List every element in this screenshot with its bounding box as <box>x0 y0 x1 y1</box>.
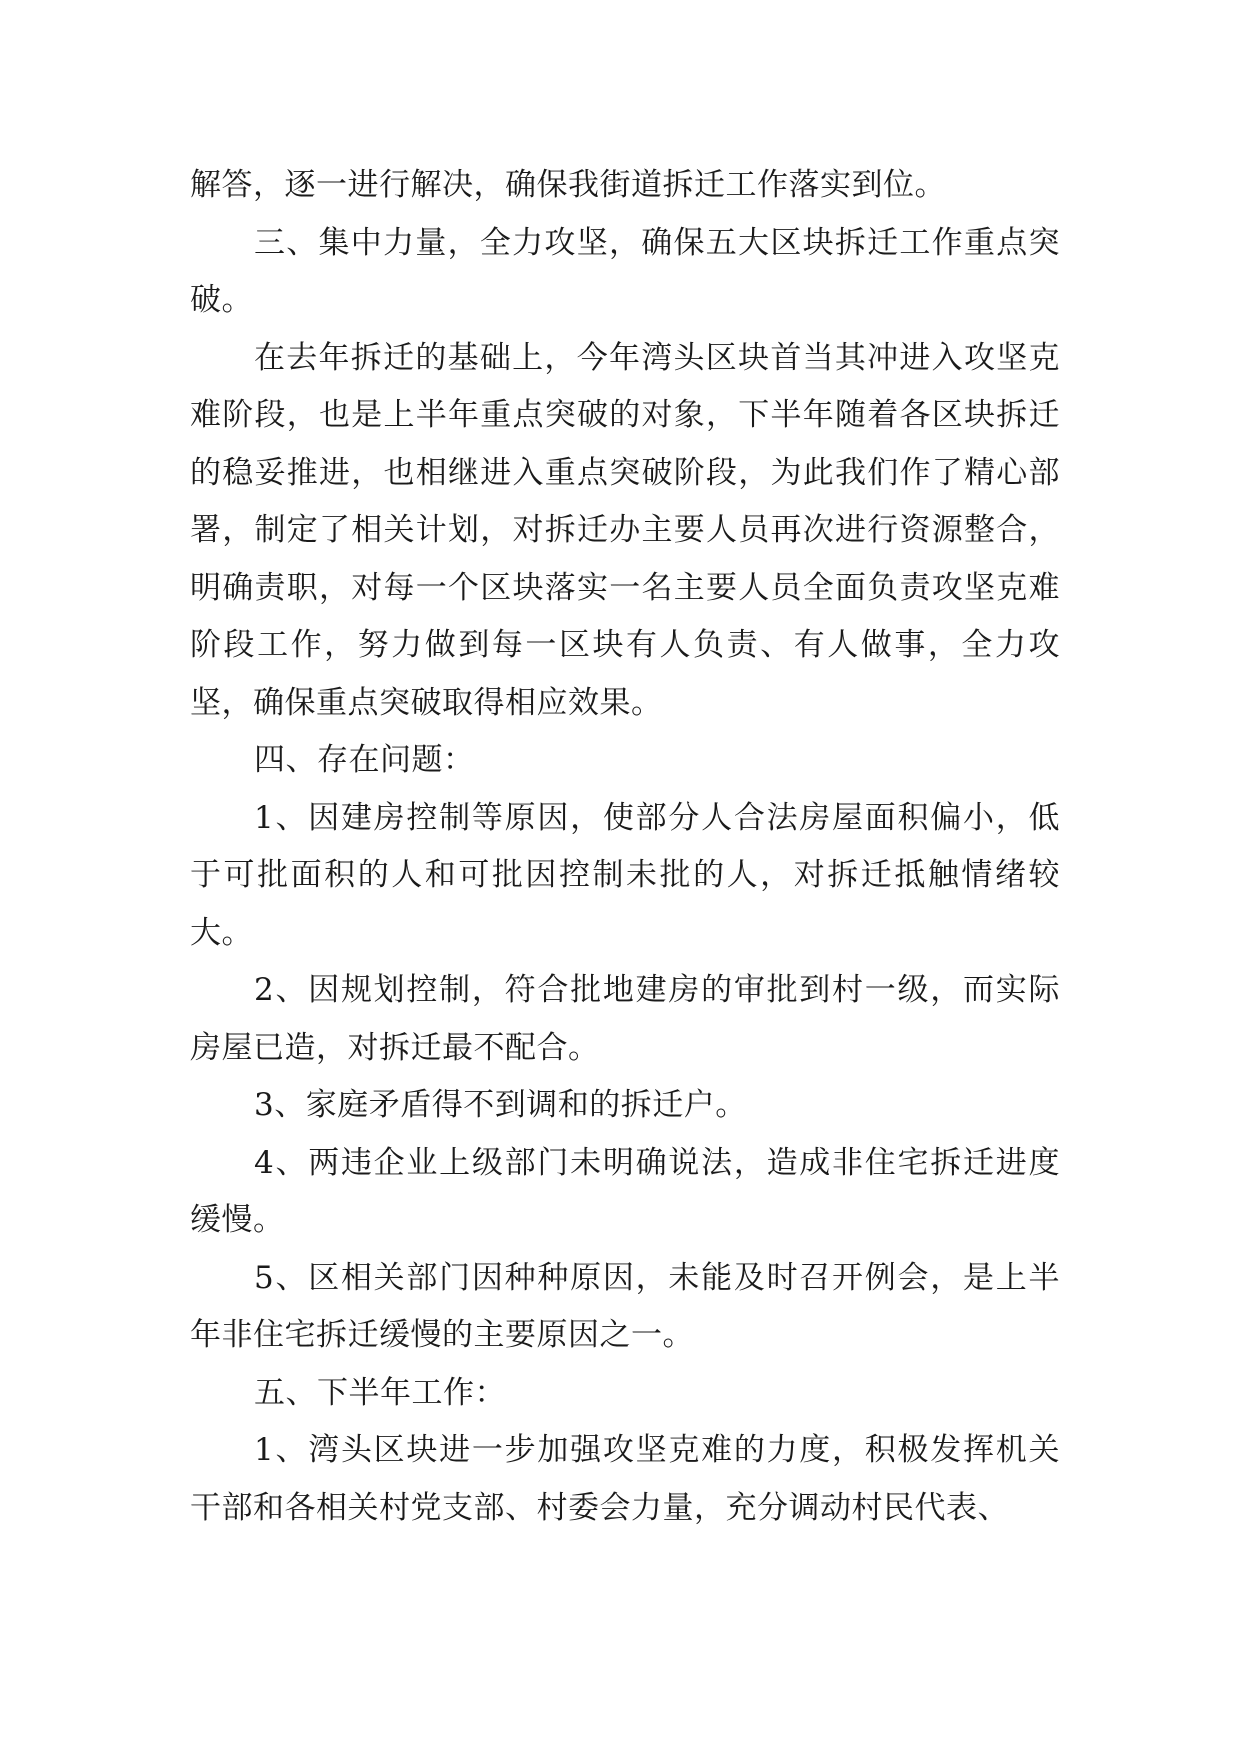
list-item-problem-5: 5、区相关部门因种种原因，未能及时召开例会，是上半年非住宅拆迁缓慢的主要原因之一。 <box>190 1259 1060 1353</box>
heading-section-five: 五、下半年工作： <box>254 1374 506 1411</box>
list-item-plan-1: 1、湾头区块进一步加强攻坚克难的力度，积极发挥机关干部和各相关村党支部、村委会力量，充分调动村民代表、 <box>190 1432 1060 1526</box>
list-item-problem-1: 1、因建房控制等原因，使部分人合法房屋面积偏小，低于可批面积的人和可批因控制未批的人，对拆迁抵触情绪较大。 <box>190 799 1060 951</box>
paragraph-intro-continuation: 解答，逐一进行解决，确保我街道拆迁工作落实到位。 <box>190 167 946 203</box>
list-item-problem-3: 3、家庭矛盾得不到调和的拆迁户。 <box>254 1087 747 1123</box>
heading-section-three: 三、集中力量，全力攻坚，确保五大区块拆迁工作重点突破。 <box>190 224 1060 318</box>
paragraph-section-three-body: 在去年拆迁的基础上，今年湾头区块首当其冲进入攻坚克难阶段，也是上半年重点突破的对象，下半年随着各区块拆迁的稳妥推进，也相继进入重点突破阶段，为此我们作了精心部署，制定了相关计划，对拆迁办主要人员再次进行资源整合，明确责职，对每一个区块落实一名主要人员全面负责攻坚克难阶段工作，努力做到每一区块有人负责、有人做事，全力攻坚，确保重点突破取得相应效果。 <box>190 339 1060 721</box>
heading-section-four: 四、存在问题： <box>254 742 475 778</box>
document-page <box>190 157 1060 1537</box>
list-item-problem-2: 2、因规划控制，符合批地建房的审批到村一级，而实际房屋已造，对拆迁最不配合。 <box>190 972 1060 1066</box>
list-item-problem-4: 4、两违企业上级部门未明确说法，造成非住宅拆迁进度缓慢。 <box>190 1144 1060 1238</box>
